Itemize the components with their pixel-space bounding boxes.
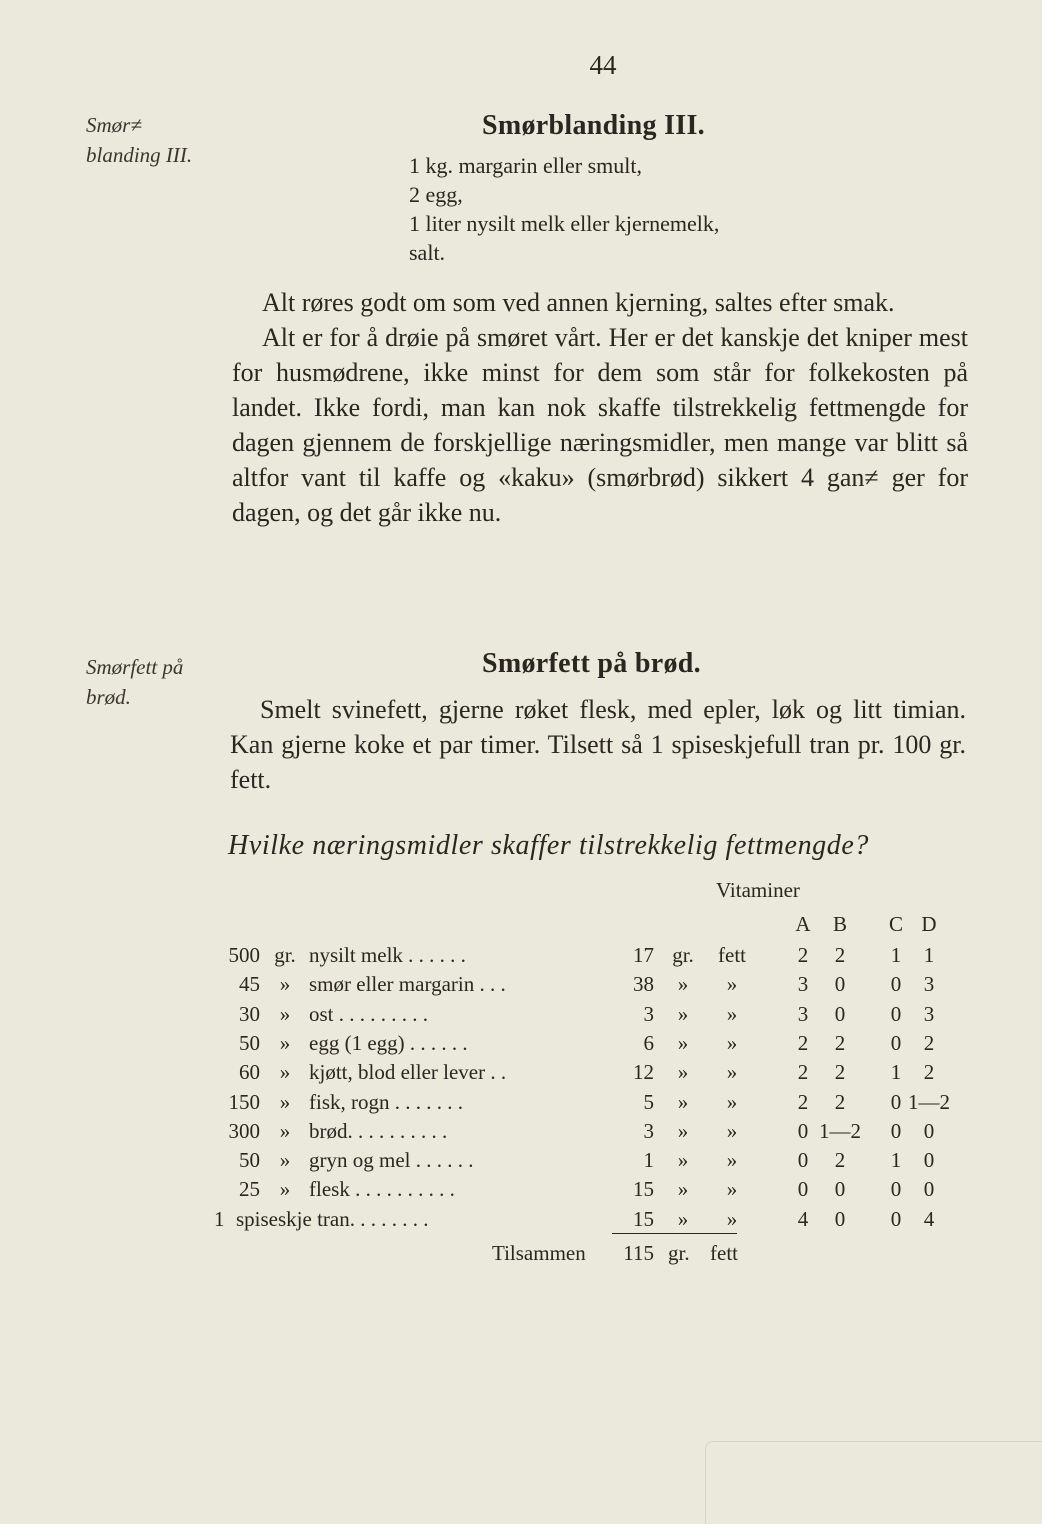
table-cell-fat-unit: » <box>677 1177 689 1202</box>
section-title-smorfett: Smørfett på brød. <box>482 648 701 679</box>
vitamin-col-d: D <box>921 912 937 936</box>
table-cell-B: 2 <box>834 1089 846 1114</box>
table-cell-fat: 3 <box>643 1118 654 1143</box>
table-cell-fat-label: » <box>726 1001 738 1026</box>
table-cell-unit: » <box>279 1001 291 1026</box>
table-cell-unit: » <box>279 1030 291 1055</box>
margin-note-smorblanding <box>86 110 192 170</box>
table-cell-fat-label: » <box>726 1060 738 1085</box>
table-cell-B: 2 <box>834 943 846 967</box>
table-cell-B: 0 <box>834 1206 846 1231</box>
table-cell-B: 2 <box>834 1148 846 1173</box>
table-cell-C: 0 <box>890 1001 902 1026</box>
vitamin-col-b: B <box>832 912 847 936</box>
table-cell-fat-unit: » <box>677 1001 689 1026</box>
page-number: 44 <box>589 50 617 80</box>
table-cell-fat: 15 <box>633 1177 654 1202</box>
total-unit: gr. <box>668 1241 690 1265</box>
section2-body <box>230 692 966 797</box>
table-cell-C: 0 <box>890 972 902 997</box>
table-cell-A: 2 <box>797 1060 809 1085</box>
ingredient-item: salt. <box>409 240 446 265</box>
vitamin-col-c: C <box>888 912 903 936</box>
table-cell-fat-unit: » <box>677 1060 689 1085</box>
table-cell-unit: » <box>279 1148 291 1173</box>
table-cell-C: 0 <box>890 1118 902 1143</box>
table-cell-unit: » <box>279 1118 291 1143</box>
table-row <box>0 1175 1042 1204</box>
table-cell-B: 0 <box>834 1177 846 1202</box>
vitamin-header: Vitaminer <box>716 878 800 902</box>
section-title-smorblanding: Smørblanding III. <box>482 110 705 141</box>
table-cell-fat: 3 <box>643 1001 654 1026</box>
table-cell-C: 1 <box>890 943 902 967</box>
table-cell-food: fisk, rogn . . . . . . . <box>309 1089 463 1114</box>
table-cell-fat-unit: » <box>677 972 689 997</box>
table-cell-food: spiseskje tran. . . . . . . . <box>236 1206 429 1231</box>
table-cell-fat-label: » <box>726 1206 738 1231</box>
table-cell-fat-label: » <box>726 1030 738 1055</box>
table-cell-qty: 150 <box>228 1089 260 1114</box>
table-cell-C: 1 <box>890 1060 902 1085</box>
table-cell-food: gryn og mel . . . . . . <box>309 1148 474 1173</box>
total-value: 115 <box>623 1241 654 1265</box>
table-row <box>0 970 1042 999</box>
table-cell-unit: » <box>279 972 291 997</box>
table-cell-qty: 45 <box>239 972 260 997</box>
table-cell-food: nysilt melk . . . . . . <box>309 943 466 967</box>
table-row <box>0 1000 1042 1029</box>
table-cell-qty: 300 <box>228 1118 260 1143</box>
table-cell-A: 2 <box>797 1089 809 1114</box>
table-cell-A: 0 <box>797 1118 809 1143</box>
table-cell-unit: » <box>279 1089 291 1114</box>
table-cell-D: 1—2 <box>908 1089 950 1114</box>
table-cell-B: 1—2 <box>819 1118 861 1143</box>
table-cell-fat: 6 <box>643 1030 654 1055</box>
table-cell-B: 0 <box>834 1001 846 1026</box>
table-row <box>0 1117 1042 1146</box>
table-cell-unit: gr. <box>274 943 296 967</box>
table-cell-fat-unit: gr. <box>672 943 694 967</box>
table-cell-B: 2 <box>834 1060 846 1085</box>
table-cell-A: 3 <box>797 972 809 997</box>
table-cell-D: 3 <box>923 1001 935 1026</box>
vitamin-col-a: A <box>795 912 811 936</box>
table-cell-A: 3 <box>797 1001 809 1026</box>
table-cell-food: ost . . . . . . . . . <box>309 1001 429 1026</box>
table-row <box>0 1146 1042 1175</box>
table-cell-C: 0 <box>890 1177 902 1202</box>
table-cell-fat-label: » <box>726 1118 738 1143</box>
body-paragraph: Alt er for å drøie på smøret vårt. Her er det kanskje det kniper mest for husmødrene, ikke minst for dem som står for folkekosten på landet. Ikke fordi, man kan nok skaffe tilstrekkelig fettmengde for dagen gjennem de forskjellige næringsmidler, men mange var blitt så altfor vant til kaffe og «kaku» (smørbrød) sikkert 4 gan≠ ger for dagen, og det går ikke nu. <box>232 323 968 527</box>
table-cell-fat-unit: » <box>677 1148 689 1173</box>
table-row <box>0 941 1042 970</box>
table-row <box>0 1088 1042 1117</box>
table-cell-D: 3 <box>923 972 935 997</box>
table-cell-fat: 12 <box>633 1060 654 1085</box>
table-cell-fat-unit: » <box>677 1118 689 1143</box>
table-cell-fat-label: fett <box>718 943 746 967</box>
table-row <box>0 1205 1042 1234</box>
table-cell-D: 0 <box>923 1118 935 1143</box>
ingredient-item: 2 egg, <box>409 182 463 207</box>
table-cell-C: 0 <box>890 1030 902 1055</box>
table-cell-fat-unit: » <box>677 1030 689 1055</box>
table-cell-food: smør eller margarin . . . <box>309 972 506 997</box>
margin-note-smorfett <box>86 652 183 712</box>
margin-note-line: Smørfett på <box>86 655 184 679</box>
table-cell-D: 2 <box>923 1060 935 1085</box>
total-suffix: fett <box>710 1241 738 1265</box>
table-cell-qty: 25 <box>239 1177 260 1202</box>
table-cell-C: 0 <box>890 1089 902 1114</box>
table-cell-qty: 50 <box>239 1148 260 1173</box>
table-row <box>0 1058 1042 1087</box>
table-cell-fat: 5 <box>643 1089 654 1114</box>
section1-body <box>232 285 968 530</box>
table-cell-fat-label: » <box>726 1177 738 1202</box>
table-cell-fat-unit: » <box>677 1206 689 1231</box>
table-cell-qty: 60 <box>239 1060 260 1085</box>
table-cell-fat-label: » <box>726 1089 738 1114</box>
total-label: Tilsammen <box>492 1241 586 1265</box>
table-cell-fat: 15 <box>633 1206 654 1231</box>
table-cell-B: 2 <box>834 1030 846 1055</box>
margin-note-line: blanding III. <box>86 143 193 167</box>
table-cell-food: brød. . . . . . . . . . <box>309 1118 448 1143</box>
ingredient-item: 1 liter nysilt melk eller kjernemelk, <box>409 211 720 236</box>
table-cell-fat: 17 <box>633 943 654 967</box>
table-cell-qty: 50 <box>239 1030 260 1055</box>
table-cell-D: 4 <box>923 1206 935 1231</box>
table-cell-A: 0 <box>797 1177 809 1202</box>
table-cell-qty: 1 <box>214 1206 225 1231</box>
table-cell-fat: 38 <box>633 972 654 997</box>
table-cell-food: kjøtt, blod eller lever . . <box>309 1060 507 1085</box>
table-cell-fat-unit: » <box>677 1089 689 1114</box>
table-cell-qty: 30 <box>239 1001 260 1026</box>
body-paragraph: Smelt svinefett, gjerne røket flesk, med epler, løk og litt timian. Kan gjerne koke et par timer. Tilsett så 1 spiseskjefull tran pr. 100 gr. fett. <box>230 695 966 794</box>
ingredient-item: 1 kg. margarin eller smult, <box>409 153 642 178</box>
table-cell-C: 1 <box>890 1148 902 1173</box>
table-cell-D: 0 <box>923 1177 935 1202</box>
table-cell-fat-label: » <box>726 1148 738 1173</box>
total-row <box>0 1239 1042 1268</box>
table-title: Hvilke næringsmidler skaffer tilstrekkelig fettmengde? <box>228 830 870 861</box>
table-cell-fat-label: » <box>726 972 738 997</box>
table-cell-B: 0 <box>834 972 846 997</box>
table-cell-A: 0 <box>797 1148 809 1173</box>
table-cell-unit: » <box>279 1177 291 1202</box>
table-cell-D: 0 <box>923 1148 935 1173</box>
table-cell-A: 2 <box>797 943 809 967</box>
table-cell-C: 0 <box>890 1206 902 1231</box>
table-cell-A: 4 <box>797 1206 809 1231</box>
table-row <box>0 1029 1042 1058</box>
table-cell-food: egg (1 egg) . . . . . . <box>309 1030 468 1055</box>
table-cell-fat: 1 <box>643 1148 654 1173</box>
page-corner-mark <box>705 1441 1042 1524</box>
table-cell-D: 2 <box>923 1030 935 1055</box>
margin-note-line: Smør≠ <box>86 113 142 137</box>
sum-underline <box>612 1233 737 1234</box>
table-cell-unit: » <box>279 1060 291 1085</box>
margin-note-line: brød. <box>86 685 131 709</box>
table-cell-D: 1 <box>923 943 935 967</box>
table-cell-A: 2 <box>797 1030 809 1055</box>
body-paragraph: Alt røres godt om som ved annen kjerning, saltes efter smak. <box>262 288 895 317</box>
table-cell-qty: 500 <box>228 943 260 967</box>
ingredient-list <box>409 151 719 267</box>
table-cell-food: flesk . . . . . . . . . . <box>309 1177 455 1202</box>
